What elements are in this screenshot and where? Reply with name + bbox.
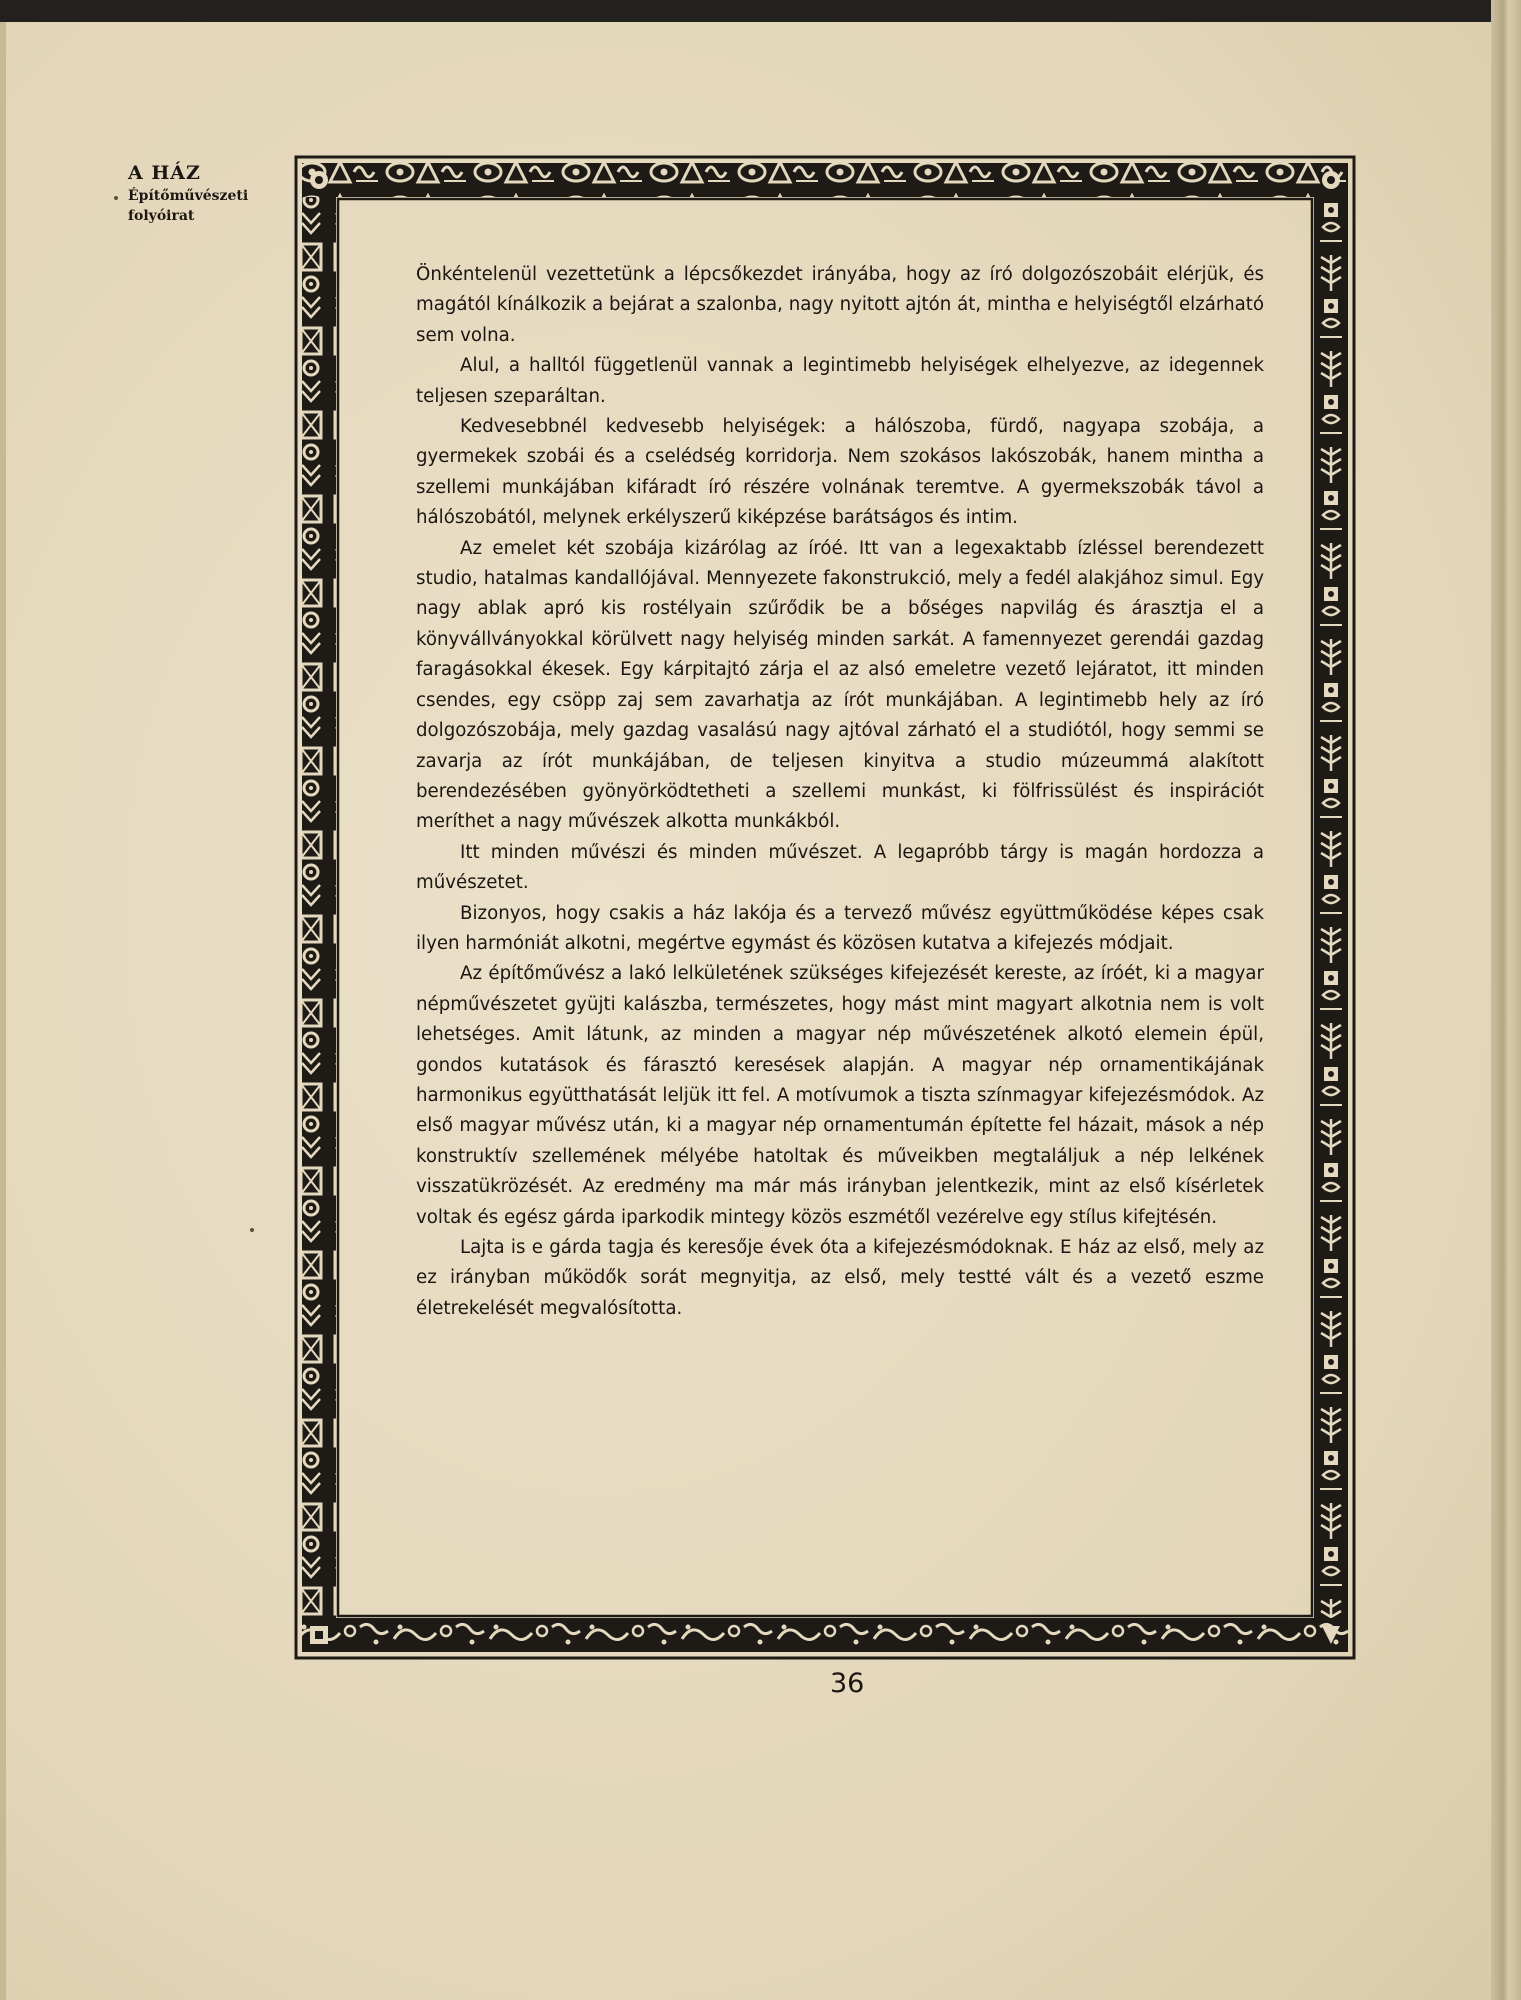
page-number: 36 xyxy=(830,1668,865,1699)
paper-speck xyxy=(250,1228,254,1232)
scan-right-edge xyxy=(1491,0,1521,2000)
paragraph-2: Alul, a halltól függetlenül vannak a legintimebb helyiségek elhelyezve, az idegennek teljesen szeparáltan. xyxy=(416,355,1264,407)
masthead-subtitle-line2: folyóirat xyxy=(128,208,195,224)
paragraph-6: Bizonyos, hogy csakis a ház lakója és a tervező művész együttműködése képes csak ilyen harmóniát alkotni, megértve egymást és közösen kutatva a kifejezés módjait. xyxy=(416,902,1264,954)
masthead xyxy=(128,162,268,226)
masthead-subtitle-line1: Építőművészeti xyxy=(128,188,249,204)
paragraph-1: Önkéntelenül vezettetünk a lépcsőkezdet irányába, hogy az író dolgozószobáit elérjük, és magától kínálkozik a bejárat a szalonba, nagy nyitott ajtón át, mintha e helyiségtől elzárható sem volna. xyxy=(416,264,1264,346)
scan-top-edge xyxy=(0,0,1521,22)
paragraph-8: Lajta is e gárda tagja és keresője évek óta a kifejezésmódoknak. E ház az első, mely az ez irányban működők sorát megnyitja, az első, mely testté vált és a vezető eszme életrekelését megvalósította. xyxy=(416,1237,1264,1319)
masthead-title: A HÁZ xyxy=(128,162,201,184)
article-body xyxy=(416,260,1264,1324)
paper-speck xyxy=(114,196,118,200)
paragraph-5: Itt minden művészi és minden művészet. A legapróbb tárgy is magán hordozza a művészetet. xyxy=(416,841,1264,894)
paragraph-3: Kedvesebbnél kedvesebb helyiségek: a hálószoba, fürdő, nagyapa szobája, a gyermekek szobái és a cselédség korridorja. Nem szokásos lakószobák, hanem mintha a szellemi munkájában kifáradt író részére volnának teremtve. A gyermekszobák távol a hálószobától, melynek erkélyszerű kiképzése barátságos és intim. xyxy=(416,416,1264,529)
paragraph-7: Az építőművész a lakó lelkületének szükséges kifejezését kereste, az íróét, ki a magyar népművészetet gyüjti kalászba, természetes, hogy mást mint magyart alkotnia nem is volt lehetséges. Amit látunk, az minden a magyar nép művészetének alkotó elemein épül, gondos kutatások és fárasztó keresések alapján. A magyar nép ornamentikájának harmonikus együtthatását leljük itt fel. A motívumok a tiszta színmagyar kifejezésmódok. Az első magyar művész után, ki a magyar nép ornamentumán építette fel házait, mások a nép konstruktív szellemének mélyébe hatoltak és műveikben megtaláljuk a nép lelkének visszatükrözését. Az eredmény ma már más irányban jelentkezik, mint az első kísérletek voltak és egész gárda iparkodik mintegy közös eszmétől vezérelve egy stílus kifejtésén. xyxy=(416,963,1264,1228)
paragraph-4: Az emelet két szobája kizárólag az íróé. Itt van a legexaktabb ízléssel berendezett studio, hatalmas kandallójával. Mennyezete fakonstrukció, mely a fedél alakjához simul. Egy nagy ablak apró kis rostélyain szűrődik be a bőséges napvilág és árasztja el a könyvállványokkal körülvett nagy helyiség minden sarkát. A famennyezet gerendái gazdag faragásokkal ékesek. Egy kárpitajtó zárja el az alsó emeletre vezető lejáratot, itt minden csendes, egy csöpp zaj sem zavarhatja az írót munkájában. A legintimebb hely az író dolgozószobája, mely gazdag vasalású nagy ajtóval zárható el a studiótól, hogy semmi se zavarja az írót munkájában, de teljesen kinyitva a studio múzeummá alakított berendezésében gyönyörködtetheti a szellemi munkást, ki fölfrissülést és inspirációt meríthet a nagy művészek alkotta munkákból. xyxy=(416,537,1264,833)
